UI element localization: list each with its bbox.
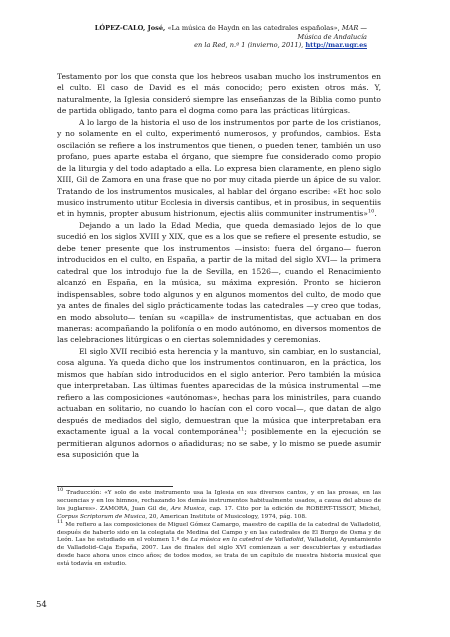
running-header (85, 24, 367, 50)
footnotes (57, 487, 382, 569)
paragraph-2 (57, 117, 381, 220)
header-author: LÓPEZ-CALO, José, (94, 24, 166, 32)
footnote-10-text-c: , 20, American Institute of Musicology, 1974, pág. 108. (145, 513, 307, 520)
footnote-11 (57, 518, 381, 569)
main-text (57, 71, 381, 460)
paragraph-4-text: El siglo XVII recibió esta herencia y la mantuvo, sin cambiar, en lo sustancial, cosa alguna. Ya queda dicho que los instrumentos continuaron, en la práctica, los mismos que habían sido introducidos en el siglo anterior. Pero también la música que interpretaban. Las últimas fuentes aparecidas de la música instrumental —me refiero a las composiciones «autónomas», hechas para los ministriles, para cuando actuaban en solitario, no cuando lo hacían con el coro vocal—, que datan de algo después de mediados del siglo, demuestran que la música que interpretaban era exactamente igual a la vocal contemporánea (57, 346, 381, 437)
paragraph-3 (57, 220, 381, 346)
footnote-11-work: La música en la catedral de Valladolid (190, 537, 304, 544)
journal-url-link[interactable]: http://mar.ugr.es (305, 41, 367, 50)
footnote-10-text-a: Traducción: «Y solo de este instrumento usa la Iglesia en sus diversos cantos, y en las prosas, en las secuencias y en los himnos, rechazando los demás instrumentos habitualmente usados, a causa del abuso de los juglares». ZAMORA, Juan Gil de, (57, 490, 381, 512)
footnote-11-number: 11 (57, 518, 64, 525)
footnote-11-text-a: Me refiero a las composiciones de Miguel Gómez Camargo, maestro de capilla de la catedral de Valladolid, después de haberlo sido en la colegiata de Medina del Campo y en las catedrales de El Burgo de Osma y de León. Las he estudiado en el volumen 1.º de (57, 521, 381, 544)
footnote-10-series: Corpus Scriptorum de Musica (57, 513, 146, 520)
footnote-divider (57, 486, 173, 487)
footnote-10 (57, 487, 382, 522)
header-journal: MAR — Música de Andalucía (297, 24, 367, 41)
footnote-10-work: Ars Musica (170, 505, 205, 512)
footnote-11-text-b: , Valladolid, Ayuntamiento de Valladolid–Caja España, 2007. Las de finales del siglo XVI comienzan a ser descubiertas y estudiadas desde hace ahora unos cinco años; de todos modos, se trata de un capítulo de nuestra historia musical que está todavía en estudio. (57, 537, 381, 568)
paragraph-4 (57, 346, 381, 461)
header-title: «La música de Haydn en las catedrales españolas», (165, 24, 340, 32)
paragraph-1-text: Testamento por los que consta que los hebreos usaban mucho los instrumentos en el culto. El caso de David es el más conocido; pero existen otros más. Y, naturalmente, la Iglesia consideró siempre las enseñanzas de la Biblia como punto de partida obligado, tanto para el dogma como para las prácticas litúrgicas. (57, 72, 381, 116)
footnote-10-text-b: , cap. 17. Cito por la edición de ROBERT-TISSOT, Michel, (204, 505, 382, 512)
footnote-ref-11[interactable]: 11 (237, 426, 245, 433)
header-line-1 (85, 24, 367, 41)
paragraph-1 (57, 71, 381, 117)
paragraph-2-end: . (374, 209, 377, 219)
paragraph-4-end: ; posiblemente en la ejecución se permitieran algunos adornos o añadiduras; no se sabe, y lo mismo se puede asumir esa suposición que la (57, 427, 381, 459)
page-number: 54 (36, 600, 47, 610)
footnote-ref-10[interactable]: 10 (367, 208, 375, 215)
paragraph-2-text: A lo largo de la historia el uso de los instrumentos por parte de los cristianos, y no solamente en el culto, experimentó numerosos, y profundos, cambios. Esta oscilación se refiere a los instrumentos que tienen, o pueden tener, también un uso profano, pues aparte estaba el órgano, que siempre fue considerado como propio de la liturgia y del todo adaptado a ella. Lo expresa bien claramente, en pleno siglo XIII, Gil de Zamora en una frase que no por muy citada pierde un ápice de su valor. Tratando de los instrumentos musicales, al hablar del órgano escribe: «Et hoc solo musico instrumento utitur Ecclesia in diversis cantibus, et in prosibus, in sequentiis et in hymnis, propter abusum histrionum, ejectis aliis communiter instrumentis» (57, 117, 381, 219)
header-line-2 (85, 41, 367, 50)
paragraph-3-text: Dejando a un lado la Edad Media, que queda demasiado lejos de lo que sucedió en los siglos XVIII y XIX, que es a los que se refiere el presente estudio, se debe tener presente que los instrumentos —insisto: fuera del órgano— fueron introducidos en el culto, en España, a partir de la mitad del siglo XVI— la primera catedral que los introdujo fue la de Sevilla, en 1526—, cuando el Renacimiento alcanzó en España, en la música, su máxima expresión. Pronto se hicieron indispensables, sobre todo algunos y en algunos momentos del culto, de modo que ya antes de finales del siglo prácticamente todas las catedrales —y creo que todas, en modo absoluto— tenían su «capilla» de instrumentistas, que actuaban en dos maneras: acompañando la polifonía o en modo autónomo, en diversos momentos de las celebraciones litúrgicas o en ciertas solemnidades y ceremonias. (57, 220, 381, 345)
footnote-10-number: 10 (57, 487, 64, 494)
header-issue: en la Red, n.º 1 (invierno, 2011), (194, 41, 306, 50)
